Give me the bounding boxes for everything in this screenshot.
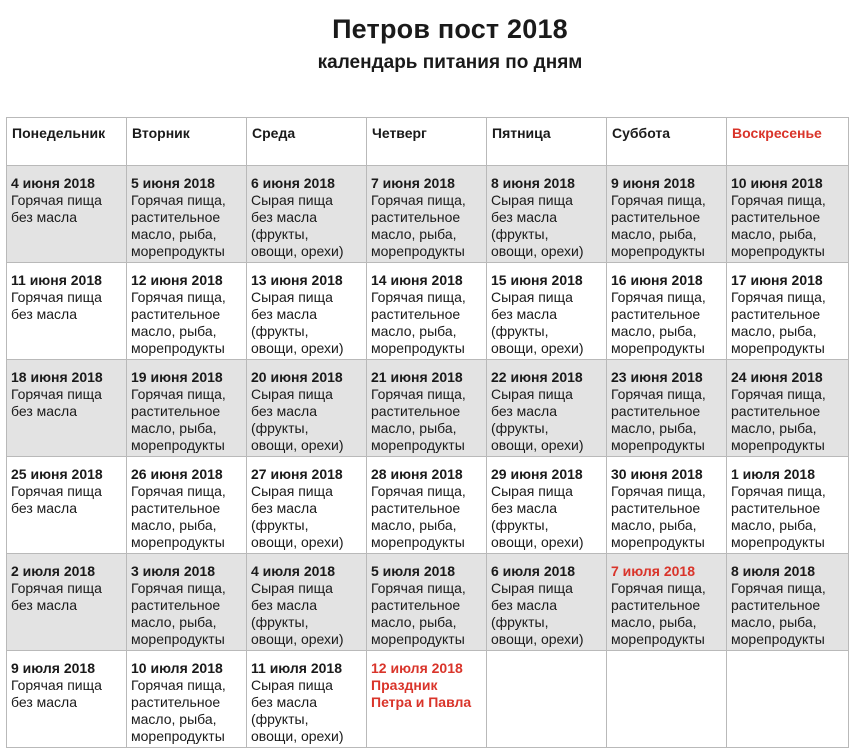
day-cell-content: [367, 554, 486, 648]
day-date: 11 июня 2018: [11, 272, 102, 288]
weekday-header-sunday: Воскресенье: [727, 118, 849, 166]
day-diet: Сырая пища без масла (фрукты, овощи, орехи): [491, 289, 584, 356]
day-date: 10 июля 2018: [131, 660, 223, 676]
day-date: 16 июня 2018: [611, 272, 703, 288]
day-diet: Горячая пища без масла: [11, 483, 102, 516]
weekday-header: Пятница: [487, 118, 607, 166]
day-date: 9 июня 2018: [611, 175, 695, 191]
day-date: 23 июня 2018: [611, 369, 703, 385]
day-date: 2 июля 2018: [11, 563, 95, 579]
day-cell: [127, 263, 247, 360]
day-cell: [7, 263, 127, 360]
day-cell-content: [127, 263, 246, 357]
day-cell: [127, 360, 247, 457]
day-diet: Горячая пища, растительное масло, рыба, морепродукты: [131, 192, 226, 259]
day-cell: [7, 554, 127, 651]
day-date: 7 июня 2018: [371, 175, 455, 191]
day-diet: Сырая пища без масла (фрукты, овощи, орехи): [251, 289, 344, 356]
day-date: 25 июня 2018: [11, 466, 103, 482]
day-date: 18 июня 2018: [11, 369, 103, 385]
day-cell-content: [247, 263, 366, 357]
day-date: 13 июня 2018: [251, 272, 343, 288]
day-cell-content: [487, 263, 606, 357]
day-diet: Горячая пища, растительное масло, рыба, морепродукты: [131, 289, 226, 356]
day-diet: Горячая пища, растительное масло, рыба, морепродукты: [611, 386, 706, 453]
day-cell: [487, 360, 607, 457]
day-cell: [247, 457, 367, 554]
day-diet: Горячая пища, растительное масло, рыба, морепродукты: [131, 677, 226, 744]
day-cell: [487, 166, 607, 263]
day-diet: Сырая пища без масла (фрукты, овощи, орехи): [251, 677, 344, 744]
day-diet: Горячая пища, растительное масло, рыба, морепродукты: [731, 580, 826, 647]
weekday-header: Суббота: [607, 118, 727, 166]
day-date: 24 июня 2018: [731, 369, 823, 385]
weekday-header: Понедельник: [7, 118, 127, 166]
day-cell-content: [127, 651, 246, 745]
day-cell: [727, 166, 849, 263]
day-cell: [607, 263, 727, 360]
day-cell-content: [247, 651, 366, 745]
day-cell-content: [7, 360, 126, 420]
day-diet: Горячая пища, растительное масло, рыба, морепродукты: [611, 192, 706, 259]
day-date: 10 июня 2018: [731, 175, 823, 191]
day-diet: Горячая пища, растительное масло, рыба, морепродукты: [731, 386, 826, 453]
calendar-week-row: [7, 263, 849, 360]
day-cell-content: [607, 554, 726, 648]
day-diet: Горячая пища, растительное масло, рыба, морепродукты: [131, 386, 226, 453]
day-cell-content: [127, 554, 246, 648]
calendar-table: [6, 117, 849, 748]
day-date: 3 июля 2018: [131, 563, 215, 579]
day-cell: [367, 360, 487, 457]
day-cell: [127, 457, 247, 554]
fasting-calendar: [6, 117, 848, 754]
day-date: 22 июня 2018: [491, 369, 583, 385]
day-date: 5 июня 2018: [131, 175, 215, 191]
day-diet: Горячая пища, растительное масло, рыба, морепродукты: [731, 192, 826, 259]
day-cell-content: [247, 554, 366, 648]
day-date: 9 июля 2018: [11, 660, 95, 676]
day-diet: Горячая пища, растительное масло, рыба, морепродукты: [371, 289, 466, 356]
day-cell: [607, 166, 727, 263]
day-cell: [7, 360, 127, 457]
page-subtitle: календарь питания по дням: [317, 52, 583, 73]
day-cell: [367, 263, 487, 360]
day-cell-content: [727, 554, 848, 648]
day-date: 4 июня 2018: [11, 175, 95, 191]
day-date: 8 июня 2018: [491, 175, 575, 191]
day-diet: Горячая пища, растительное масло, рыба, морепродукты: [731, 289, 826, 356]
day-cell-content: [607, 166, 726, 260]
day-diet: Горячая пища, растительное масло, рыба, морепродукты: [731, 483, 826, 550]
day-cell-content: [7, 554, 126, 614]
day-diet: Сырая пища без масла (фрукты, овощи, орехи): [251, 483, 344, 550]
day-date: 30 июня 2018: [611, 466, 703, 482]
day-cell: [367, 457, 487, 554]
day-cell-content: [727, 360, 848, 454]
day-date: 14 июня 2018: [371, 272, 463, 288]
day-date: 20 июня 2018: [251, 369, 343, 385]
calendar-week-row: [7, 651, 849, 748]
day-cell-content: [727, 263, 848, 357]
day-cell: [727, 554, 849, 651]
day-date: 11 июля 2018: [251, 660, 342, 676]
day-cell: [247, 554, 367, 651]
day-diet: Горячая пища, растительное масло, рыба, морепродукты: [611, 289, 706, 356]
day-date: 15 июня 2018: [491, 272, 583, 288]
day-diet: Праздник Петра и Павла: [371, 677, 472, 710]
day-diet: Сырая пища без масла (фрукты, овощи, орехи): [491, 192, 584, 259]
day-date: 12 июня 2018: [131, 272, 223, 288]
day-cell-content: [607, 263, 726, 357]
day-cell-content: [607, 360, 726, 454]
day-cell: [727, 360, 849, 457]
day-date: 17 июня 2018: [731, 272, 823, 288]
day-cell: [247, 263, 367, 360]
day-cell-content: [7, 166, 126, 226]
calendar-week-row: [7, 166, 849, 263]
day-cell: [367, 166, 487, 263]
calendar-week-row: [7, 554, 849, 651]
calendar-week-row: [7, 360, 849, 457]
day-cell: [247, 360, 367, 457]
day-diet: Горячая пища, растительное масло, рыба, морепродукты: [131, 483, 226, 550]
day-diet: Горячая пища, растительное масло, рыба, морепродукты: [371, 386, 466, 453]
day-cell-content: [367, 360, 486, 454]
day-cell: [367, 651, 487, 748]
day-diet: Сырая пища без масла (фрукты, овощи, орехи): [491, 580, 584, 647]
day-diet: Горячая пища, растительное масло, рыба, морепродукты: [371, 483, 466, 550]
day-cell-content: [127, 457, 246, 551]
day-cell: [487, 457, 607, 554]
day-cell-content: [367, 651, 486, 711]
day-diet: Горячая пища без масла: [11, 386, 102, 419]
day-diet: Сырая пища без масла (фрукты, овощи, орехи): [491, 386, 584, 453]
day-cell: [487, 554, 607, 651]
day-date: 6 июня 2018: [251, 175, 335, 191]
day-diet: Сырая пища без масла (фрукты, овощи, орехи): [251, 192, 344, 259]
calendar-week-row: [7, 457, 849, 554]
day-cell-content: [7, 651, 126, 711]
day-cell-content: [487, 554, 606, 648]
day-date: 4 июля 2018: [251, 563, 335, 579]
day-cell: [247, 651, 367, 748]
day-cell: [607, 360, 727, 457]
day-cell-content: [607, 457, 726, 551]
day-diet: Горячая пища без масла: [11, 677, 102, 710]
day-date: 28 июня 2018: [371, 466, 463, 482]
day-diet: Сырая пища без масла (фрукты, овощи, орехи): [251, 580, 344, 647]
day-cell-content: [487, 360, 606, 454]
empty-day-cell: [607, 651, 727, 748]
day-cell-content: [247, 457, 366, 551]
day-cell-content: [367, 166, 486, 260]
day-date: 1 июля 2018: [731, 466, 815, 482]
day-cell-content: [367, 263, 486, 357]
day-cell-content: [7, 457, 126, 517]
empty-day-cell: [727, 651, 849, 748]
day-diet: Сырая пища без масла (фрукты, овощи, орехи): [251, 386, 344, 453]
day-date: 26 июня 2018: [131, 466, 223, 482]
day-date: 19 июня 2018: [131, 369, 223, 385]
day-diet: Горячая пища, растительное масло, рыба, морепродукты: [371, 192, 466, 259]
day-cell-content: [127, 360, 246, 454]
day-cell: [727, 263, 849, 360]
day-cell: [7, 651, 127, 748]
weekday-header: Среда: [247, 118, 367, 166]
day-date: 12 июля 2018: [371, 660, 463, 676]
day-cell: [247, 166, 367, 263]
day-cell: [7, 166, 127, 263]
day-date: 21 июня 2018: [371, 369, 463, 385]
day-cell: [607, 554, 727, 651]
day-date: 29 июня 2018: [491, 466, 583, 482]
day-diet: Горячая пища, растительное масло, рыба, морепродукты: [611, 483, 706, 550]
day-cell-content: [127, 166, 246, 260]
day-diet: Горячая пища без масла: [11, 192, 102, 225]
day-date: 6 июля 2018: [491, 563, 575, 579]
day-cell-content: [727, 457, 848, 551]
empty-day-cell: [487, 651, 607, 748]
day-date: 27 июня 2018: [251, 466, 343, 482]
day-cell: [727, 457, 849, 554]
day-cell: [487, 263, 607, 360]
weekday-header: Четверг: [367, 118, 487, 166]
day-cell: [367, 554, 487, 651]
day-cell-content: [367, 457, 486, 551]
day-date: 7 июля 2018: [611, 563, 695, 579]
weekday-header: Вторник: [127, 118, 247, 166]
day-date: 5 июля 2018: [371, 563, 455, 579]
day-cell: [7, 457, 127, 554]
day-cell: [127, 166, 247, 263]
day-diet: Горячая пища, растительное масло, рыба, морепродукты: [611, 580, 706, 647]
weekday-header-row: [7, 118, 849, 166]
day-cell-content: [247, 360, 366, 454]
day-cell-content: [247, 166, 366, 260]
day-cell-content: [487, 457, 606, 551]
day-cell-content: [7, 263, 126, 323]
day-cell-content: [727, 166, 848, 260]
day-cell: [607, 457, 727, 554]
day-date: 8 июля 2018: [731, 563, 815, 579]
day-diet: Горячая пища без масла: [11, 580, 102, 613]
day-cell-content: [487, 166, 606, 260]
day-cell: [127, 651, 247, 748]
page-title: Петров пост 2018: [332, 14, 568, 44]
day-diet: Горячая пища, растительное масло, рыба, морепродукты: [371, 580, 466, 647]
day-diet: Сырая пища без масла (фрукты, овощи, орехи): [491, 483, 584, 550]
day-diet: Горячая пища без масла: [11, 289, 102, 322]
day-cell: [127, 554, 247, 651]
day-diet: Горячая пища, растительное масло, рыба, морепродукты: [131, 580, 226, 647]
